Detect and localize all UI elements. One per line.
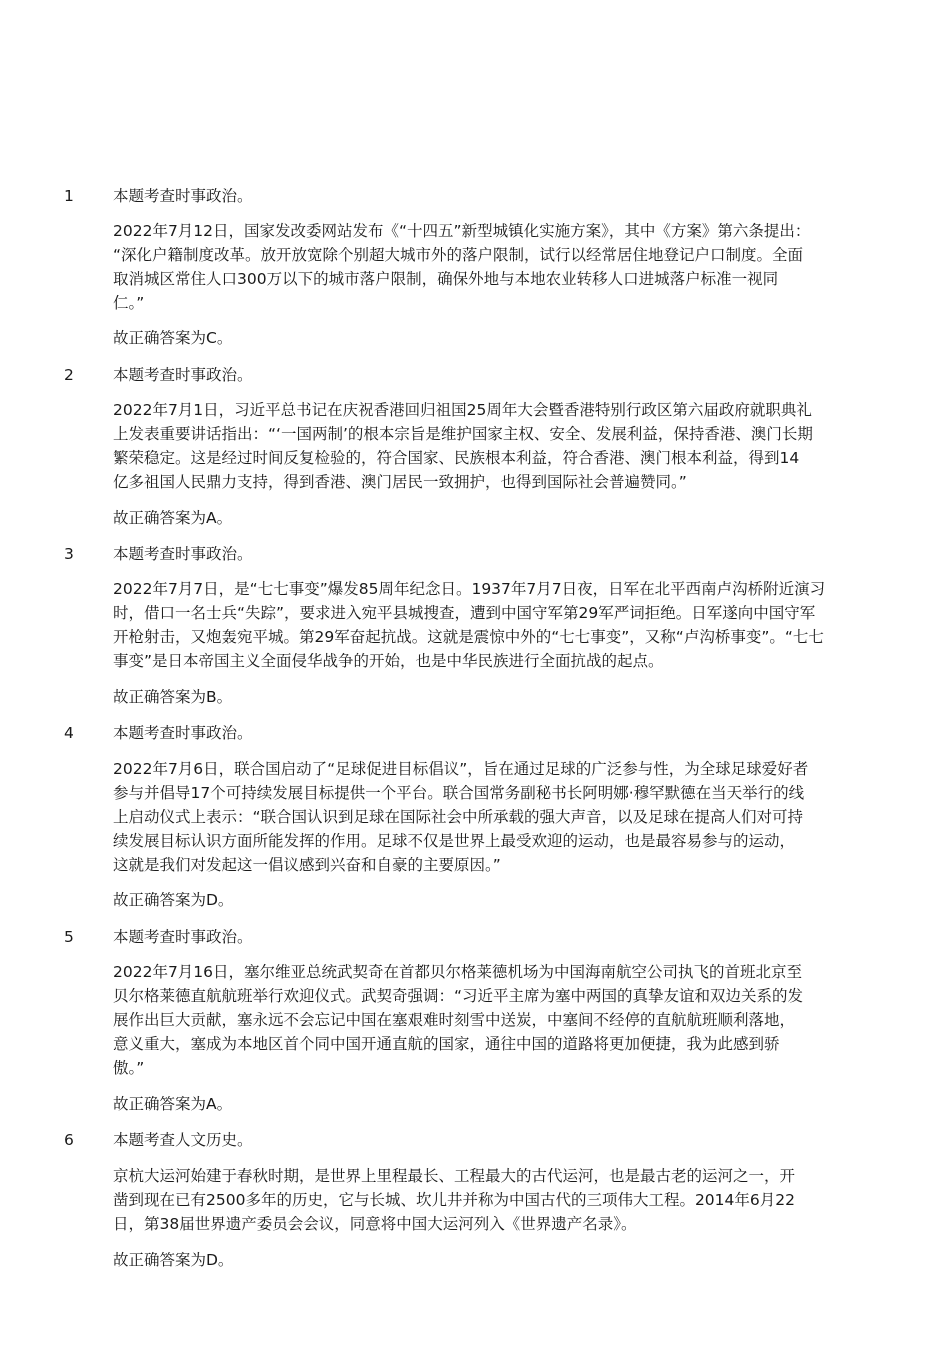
explanation-line: 续发展目标认识方面所能发挥的作用。足球不仅是世界上最受欢迎的运动，也是最容易参与的运动， [113, 832, 796, 850]
explanation-line: 时，借口一名士兵“失踪”，要求进入宛平县城搜查，遭到中国守军第29军严词拒绝。日军遂向中国守军 [113, 604, 816, 622]
item-topic: 本题考查时事政治。 [113, 545, 253, 563]
item-number: 2 [64, 366, 74, 384]
explanation-line: “深化户籍制度改革。放开放宽除个别超大城市外的落户限制，试行以经常居住地登记户口制度。全面 [113, 246, 804, 264]
explanation-line: 日，第38届世界遗产委员会会议，同意将中国大运河列入《世界遗产名录》。 [113, 1215, 637, 1233]
item-topic: 本题考查人文历史。 [113, 1131, 253, 1149]
item-conclusion: 故正确答案为D。 [113, 1251, 234, 1269]
explanation-line: 傲。” [113, 1059, 145, 1077]
explanation-line: 贝尔格莱德直航航班举行欢迎仪式。武契奇强调：“习近平主席为塞中两国的真挚友谊和双边关系的发 [113, 987, 804, 1005]
explanation-line: 上启动仪式上表示：“联合国认识到足球在国际社会中所承载的强大声音，以及足球在提高人们对可持 [113, 808, 804, 826]
explanation-line: 繁荣稳定。这是经过时间反复检验的，符合国家、民族根本利益，符合香港、澳门根本利益，得到14 [113, 449, 800, 467]
explanation-line: 凿到现在已有2500多年的历史，它与长城、坎儿井并称为中国古代的三项伟大工程。2014年6月22 [113, 1191, 795, 1209]
explanation-line: 2022年7月16日，塞尔维亚总统武契奇在首都贝尔格莱德机场为中国海南航空公司执飞的首班北京至 [113, 963, 803, 981]
item-conclusion: 故正确答案为C。 [113, 329, 233, 347]
item-number: 1 [64, 187, 74, 205]
item-topic: 本题考查时事政治。 [113, 187, 253, 205]
explanation-line: 2022年7月1日，习近平总书记在庆祝香港回归祖国25周年大会暨香港特别行政区第六届政府就职典礼 [113, 401, 812, 419]
explanation-line: 开枪射击，又炮轰宛平城。第29军奋起抗战。这就是震惊中外的“七七事变”，又称“卢沟桥事变”。“七七 [113, 628, 824, 646]
item-number: 5 [64, 928, 74, 946]
explanation-line: 亿多祖国人民鼎力支持，得到香港、澳门居民一致拥护，也得到国际社会普遍赞同。” [113, 473, 687, 491]
item-topic: 本题考查时事政治。 [113, 724, 253, 742]
explanation-line: 上发表重要讲话指出：“‘一国两制’的根本宗旨是维护国家主权、安全、发展利益，保持香港、澳门长期 [113, 425, 813, 443]
item-conclusion: 故正确答案为A。 [113, 509, 233, 527]
explanation-line: 2022年7月6日，联合国启动了“足球促进目标倡议”，旨在通过足球的广泛参与性，为全球足球爱好者 [113, 760, 809, 778]
item-conclusion: 故正确答案为D。 [113, 891, 234, 909]
item-number: 4 [64, 724, 74, 742]
explanation-line: 2022年7月7日，是“七七事变”爆发85周年纪念日。1937年7月7日夜，日军在北平西南卢沟桥附近演习 [113, 580, 826, 598]
item-number: 3 [64, 545, 74, 563]
item-conclusion: 故正确答案为A。 [113, 1095, 233, 1113]
item-topic: 本题考查时事政治。 [113, 366, 253, 384]
explanation-line: 事变”是日本帝国主义全面侵华战争的开始，也是中华民族进行全面抗战的起点。 [113, 652, 664, 670]
explanation-line: 京杭大运河始建于春秋时期，是世界上里程最长、工程最大的古代运河，也是最古老的运河之一，开 [113, 1167, 796, 1185]
item-conclusion: 故正确答案为B。 [113, 688, 233, 706]
explanation-line: 参与并倡导17个可持续发展目标提供一个平台。联合国常务副秘书长阿明娜·穆罕默德在当天举行的线 [113, 784, 805, 802]
explanation-line: 仁。” [113, 294, 145, 312]
explanation-line: 2022年7月12日，国家发改委网站发布《“十四五”新型城镇化实施方案》，其中《方案》第六条提出： [113, 222, 811, 240]
explanation-line: 意义重大，塞成为本地区首个同中国开通直航的国家，通往中国的道路将更加便捷，我为此感到骄 [113, 1035, 780, 1053]
explanation-line: 这就是我们对发起这一倡议感到兴奋和自豪的主要原因。” [113, 856, 501, 874]
item-number: 6 [64, 1131, 74, 1149]
explanation-line: 取消城区常住人口300万以下的城市落户限制，确保外地与本地农业转移人口进城落户标准一视同 [113, 270, 779, 288]
explanation-line: 展作出巨大贡献，塞永远不会忘记中国在塞艰难时刻雪中送炭，中塞间不经停的直航航班顺利落地， [113, 1011, 796, 1029]
item-topic: 本题考查时事政治。 [113, 928, 253, 946]
